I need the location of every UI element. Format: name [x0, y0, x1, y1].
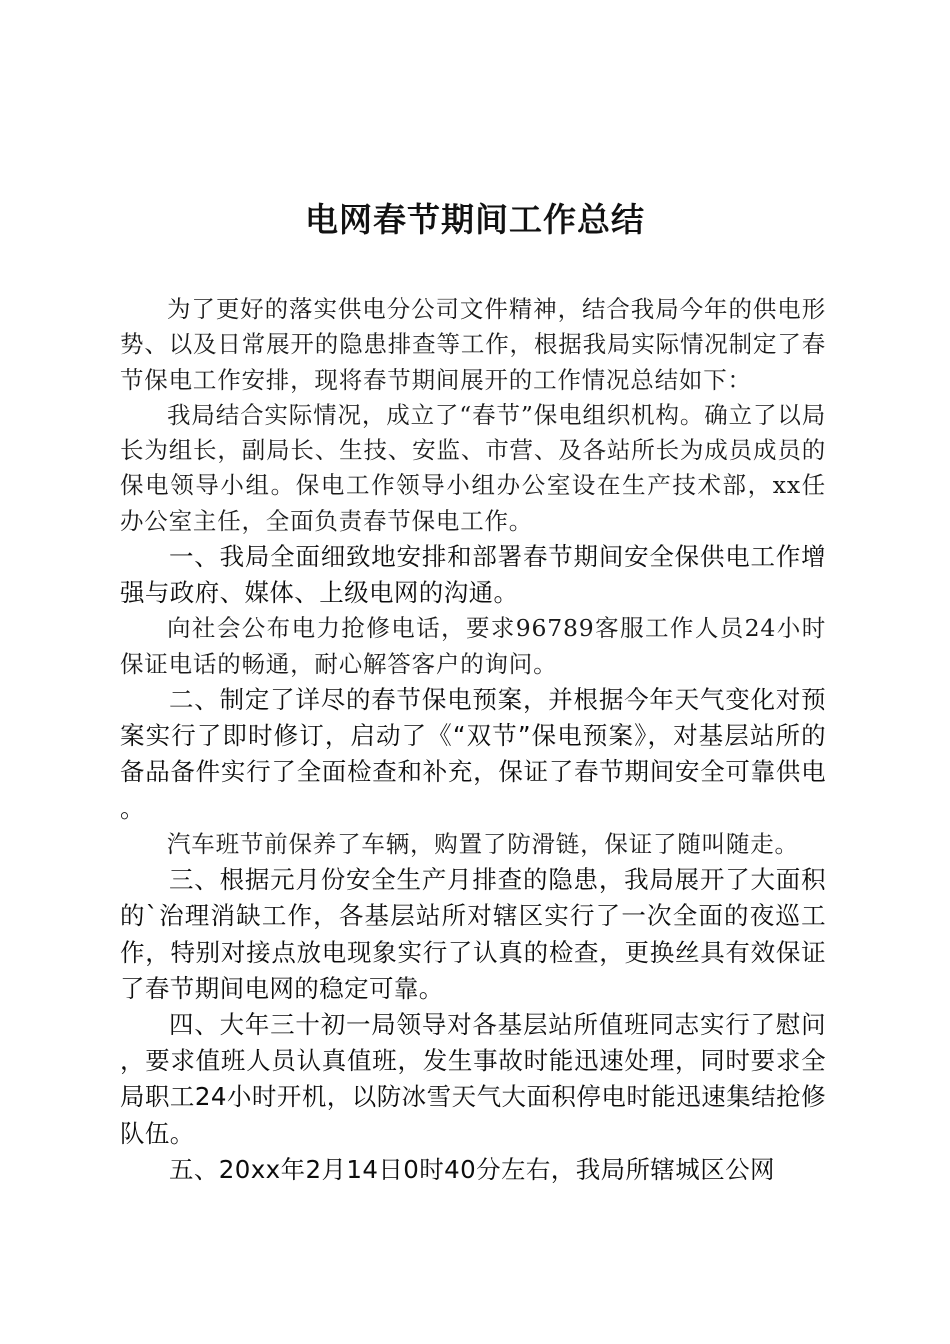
section-heading-one: 一、我局全面细致地安排和部署春节期间安全保供电工作增强与政府、媒体、上级电网的沟通。: [120, 542, 826, 608]
section-heading-five: 五、20xx年2月14日0时40分左右，我局所辖城区公网: [169, 1154, 775, 1184]
paragraph-hotline: 向社会公布电力抢修电话，要求96789客服工作人员24小时保证电话的畅通，耐心解答客户的询问。: [120, 614, 826, 678]
section-heading-two: 二、制定了详尽的春节保电预案，并根据今年天气变化对预案实行了即时修订，启动了《“双节”保电预案》，对基层站所的备品备件实行了全面检查和补充，保证了春节期间安全可靠供电。: [120, 685, 826, 823]
paragraph-intro: 为了更好的落实供电分公司文件精神，结合我局今年的供电形势、以及日常展开的隐患排查等工作，根据我局实际情况制定了春节保电工作安排，现将春节期间展开的工作情况总结如下：: [120, 295, 826, 394]
paragraph-organization: 我局结合实际情况，成立了“春节”保电组织机构。确立了以局长为组长，副局长、生技、安监、市营、及各站所长为成员成员的保电领导小组。保电工作领导小组办公室设在生产技术部，xx任办公室主任，全面负责春节保电工作。: [120, 400, 826, 535]
document-title: 电网春节期间工作总结: [305, 200, 645, 239]
section-heading-three: 三、根据元月份安全生产月排查的隐患，我局展开了大面积的`治理消缺工作，各基层站所对辖区实行了一次全面的夜巡工作，特别对接点放电现象实行了认真的检查，更换丝具有效保证了春节期间电网的稳定可靠。: [120, 865, 826, 1003]
paragraph-vehicles: 汽车班节前保养了车辆，购置了防滑链，保证了随叫随走。: [167, 829, 799, 858]
document-body: [120, 292, 826, 1188]
section-heading-four: 四、大年三十初一局领导对各基层站所值班同志实行了慰问，要求值班人员认真值班，发生事故时能迅速处理，同时要求全局职工24小时开机，以防冰雪天气大面积停电时能迅速集结抢修队伍。: [120, 1010, 826, 1148]
